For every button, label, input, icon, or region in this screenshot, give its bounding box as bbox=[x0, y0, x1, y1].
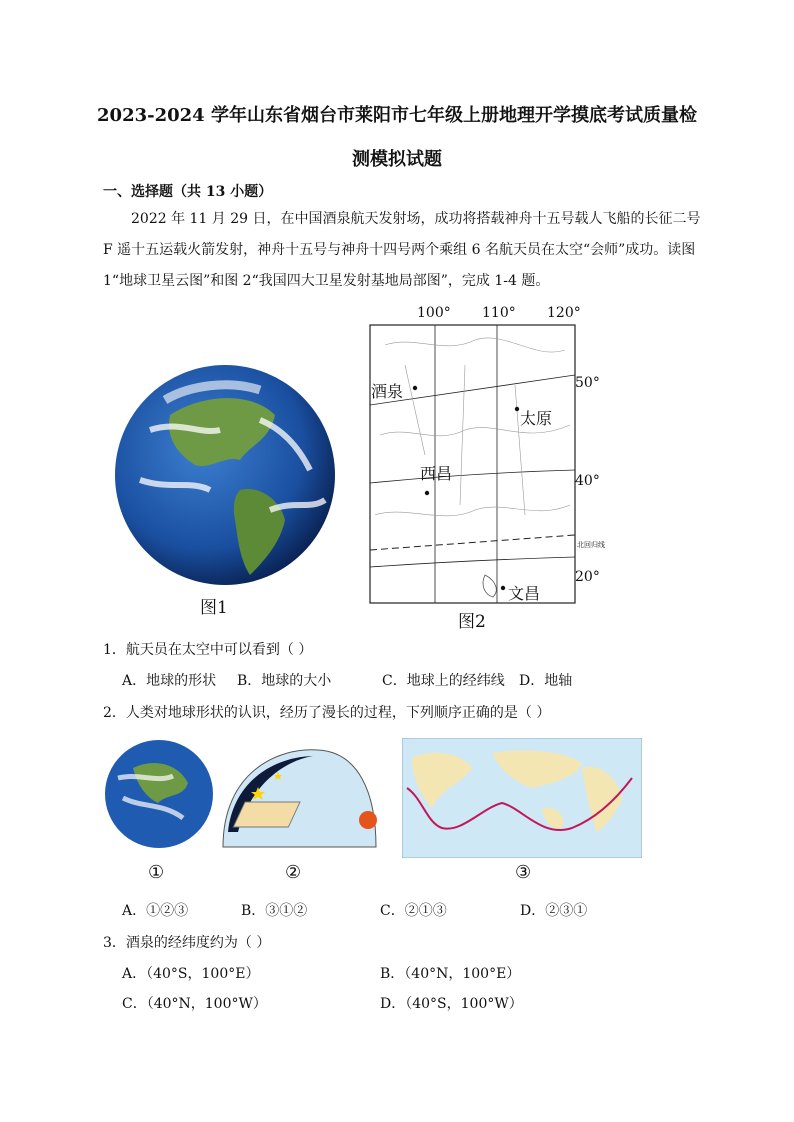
question-1-stem: 1．航天员在太空中可以看到（ ） bbox=[103, 642, 313, 658]
figure1-caption: 图1 bbox=[200, 598, 228, 618]
paper-title-line1: 2023-2024 学年山东省烟台市莱阳市七年级上册地理开学摸底考试质量检 bbox=[97, 105, 697, 126]
q3-option-b: B．（40°N，100°E） bbox=[380, 966, 521, 982]
q2-label-1: ① bbox=[148, 862, 165, 883]
q1-option-c: C．地球上的经纬线 bbox=[382, 673, 505, 689]
q1-option-b: B．地球的大小 bbox=[237, 673, 332, 689]
world-voyage-map-icon bbox=[402, 738, 642, 858]
lon-label-120: 120° bbox=[547, 305, 581, 321]
q2-option-d: D．②③① bbox=[520, 903, 588, 919]
city-wenchang: 文昌 bbox=[508, 584, 541, 603]
figure2-caption: 图2 bbox=[458, 612, 486, 632]
q2-option-c: C．②①③ bbox=[380, 903, 447, 919]
question-3-stem: 3．酒泉的经纬度约为（ ） bbox=[103, 935, 271, 951]
intro-paragraph: 2022 年 11 月 29 日，在中国酒泉航天发射场，成功将搭载神舟十五号载人飞船的长征二号 F 遥十五运载火箭发射，神舟十五号与神舟十四号两个乘组 6 名航天员在太空“会师”成功。读图 1“地球卫星云图”和图 2“我国四大卫星发射基地局部图”，完成 1-4 题。 bbox=[103, 211, 701, 289]
city-jiuquan: 酒泉 bbox=[371, 382, 404, 401]
lat-label-40: 40° bbox=[575, 473, 600, 489]
sky-dome-icon bbox=[218, 742, 380, 850]
q1-option-a: A．地球的形状 bbox=[122, 673, 217, 689]
city-xichang: 西昌 bbox=[420, 464, 453, 483]
lat-label-20: 20° bbox=[575, 569, 600, 585]
section-heading: 一、选择题（共 13 小题） bbox=[103, 184, 273, 200]
q2-figure-earth bbox=[103, 738, 215, 850]
tropic-label: 北回归线 bbox=[577, 541, 605, 549]
earth-globe-icon bbox=[110, 360, 340, 590]
q3-option-d: D．（40°S，100°W） bbox=[380, 996, 523, 1012]
q1-option-d: D．地轴 bbox=[519, 673, 573, 689]
lat-label-50: 50° bbox=[575, 375, 600, 391]
city-taiyuan: 太原 bbox=[520, 409, 553, 428]
earth-photo-icon bbox=[103, 738, 215, 850]
figure2-map bbox=[365, 305, 605, 610]
paper-title-line2: 测模拟试题 bbox=[352, 149, 442, 170]
q3-option-c: C．（40°N，100°W） bbox=[122, 996, 267, 1012]
q2-option-a: A．①②③ bbox=[122, 903, 189, 919]
lon-label-110: 110° bbox=[482, 305, 516, 321]
question-2-stem: 2．人类对地球形状的认识，经历了漫长的过程，下列顺序正确的是（ ） bbox=[103, 705, 551, 721]
q3-option-a: A．（40°S，100°E） bbox=[122, 966, 260, 982]
q2-label-2: ② bbox=[285, 862, 302, 883]
figure1-earth bbox=[110, 360, 340, 590]
q2-figure-voyage-map bbox=[402, 738, 642, 858]
q2-figure-dome bbox=[218, 742, 380, 850]
q2-label-3: ③ bbox=[515, 862, 532, 883]
lon-label-100: 100° bbox=[417, 305, 451, 321]
q2-option-b: B．③①② bbox=[241, 903, 308, 919]
